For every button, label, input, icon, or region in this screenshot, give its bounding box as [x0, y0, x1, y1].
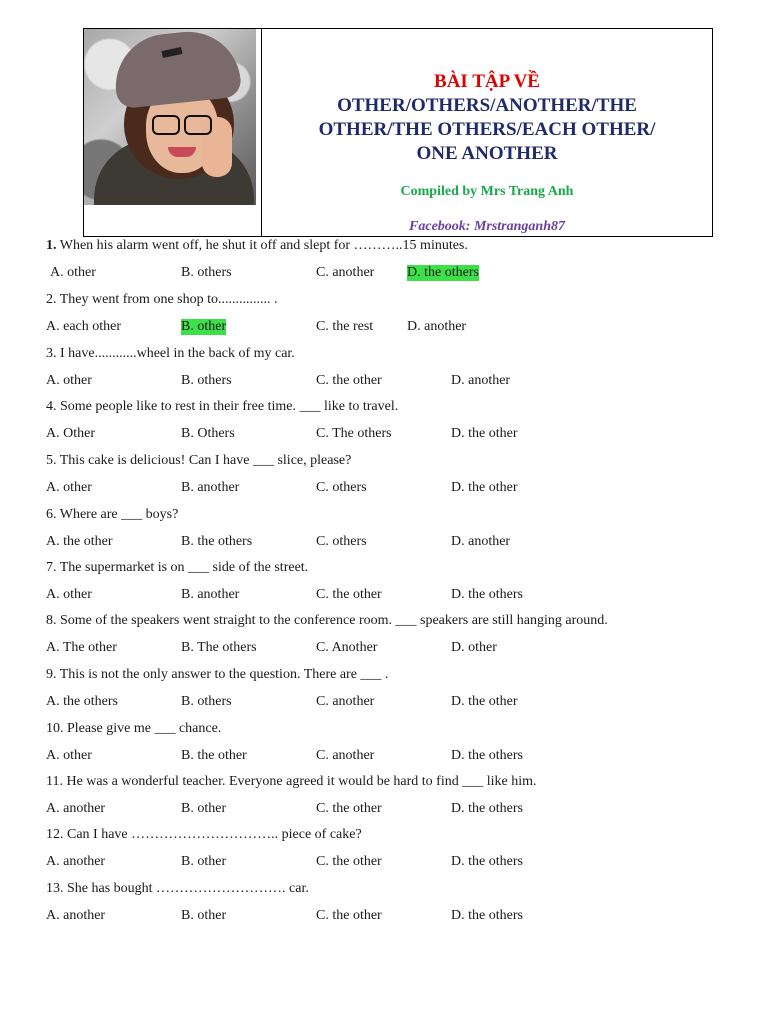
question-number: 10. [46, 721, 64, 736]
option-d: D. the others [451, 908, 523, 923]
option-b: B. other [181, 801, 227, 816]
option-a: A. another [46, 908, 106, 923]
question-3 [46, 346, 295, 362]
question-number: 8. [46, 613, 57, 628]
question-text: Can I have ………………………….. piece of cake? [63, 827, 362, 842]
question-2 [46, 292, 278, 308]
question-5 [46, 453, 351, 469]
option-b: B. others [181, 265, 232, 280]
option-d: D. the others [451, 748, 523, 763]
question-number: 7. [46, 560, 57, 575]
option-b: B. others [181, 373, 232, 388]
question-number: 4. [46, 399, 57, 414]
question-number: 1. [46, 238, 57, 253]
question-6 [46, 507, 178, 523]
option-c: C. the other [316, 908, 382, 923]
option-d: D. the others [451, 854, 523, 869]
option-a: A. another [46, 854, 106, 869]
title-line-3: ONE ANOTHER [416, 143, 558, 164]
option-c: C. the other [316, 373, 382, 388]
option-a: A. The other [46, 640, 117, 655]
photo-cell [84, 29, 262, 236]
option-c: C. the other [316, 587, 382, 602]
question-8 [46, 613, 608, 629]
option-a: A. other [46, 480, 92, 495]
question-11 [46, 774, 537, 790]
header-box [83, 28, 713, 237]
option-c: C. another [316, 694, 375, 709]
question-text: This is not the only answer to the question. There are ___ . [56, 667, 389, 682]
option-b: B. other [181, 854, 227, 869]
option-a: A. other [46, 748, 92, 763]
option-a: A. other [46, 587, 92, 602]
option-a: A. another [46, 801, 106, 816]
option-b: B. the other [181, 748, 247, 763]
option-d: D. the other [451, 480, 518, 495]
option-c: C. others [316, 534, 367, 549]
question-number: 5. [46, 453, 57, 468]
title-red: BÀI TẬP VỀ [434, 71, 540, 92]
question-1 [46, 238, 468, 254]
title-line-1: OTHER/OTHERS/ANOTHER/THE [337, 95, 637, 116]
question-text: Some people like to rest in their free time. ___ like to travel. [56, 399, 399, 414]
question-number: 2. [46, 292, 57, 307]
title-cell [262, 29, 712, 236]
option-b: B. other [181, 319, 227, 334]
option-a: A. other [50, 265, 96, 280]
option-c: C. others [316, 480, 367, 495]
question-text: Where are ___ boys? [56, 507, 179, 522]
option-d: D. the other [451, 694, 518, 709]
question-10 [46, 721, 221, 737]
question-7 [46, 560, 308, 576]
question-text: He was a wonderful teacher. Everyone agreed it would be hard to find ___ like him. [62, 774, 537, 789]
option-c: C. Another [316, 640, 378, 655]
option-a: A. Other [46, 426, 95, 441]
option-c: C. the other [316, 801, 382, 816]
option-d: D. the others [451, 801, 523, 816]
question-9 [46, 667, 388, 683]
option-b: B. Others [181, 426, 235, 441]
option-d: D. other [451, 640, 497, 655]
title-line-2: OTHER/THE OTHERS/EACH OTHER/ [318, 119, 656, 140]
question-text: Some of the speakers went straight to the conference room. ___ speakers are still hanging around. [56, 613, 608, 628]
option-d: D. another [451, 373, 511, 388]
option-a: A. other [46, 373, 92, 388]
option-b: B. another [181, 480, 240, 495]
option-b: B. another [181, 587, 240, 602]
compiled-by: Compiled by Mrs Trang Anh [400, 184, 574, 199]
author-photo [84, 29, 256, 205]
question-text: This cake is delicious! Can I have ___ slice, please? [56, 453, 352, 468]
option-b: B. The others [181, 640, 257, 655]
question-4 [46, 399, 398, 415]
option-d: D. another [407, 319, 467, 334]
question-text: She has bought ………………………. car. [63, 881, 309, 896]
option-d: D. the other [451, 426, 518, 441]
question-12 [46, 827, 362, 843]
option-d: D. the others [451, 587, 523, 602]
option-a: A. the other [46, 534, 113, 549]
question-text: When his alarm went off, he shut it off and slept for ………..15 minutes. [56, 238, 468, 253]
question-number: 3. [46, 346, 57, 361]
option-d: D. another [451, 534, 511, 549]
option-c: C. another [316, 748, 375, 763]
option-c: C. another [316, 265, 375, 280]
question-number: 13. [46, 881, 64, 896]
question-13 [46, 881, 309, 897]
option-c: C. the rest [316, 319, 374, 334]
facebook-handle: Facebook: Mrstranganh87 [409, 219, 565, 234]
option-a: A. each other [46, 319, 122, 334]
question-text: I have............wheel in the back of my car. [56, 346, 295, 361]
question-number: 6. [46, 507, 57, 522]
question-text: Please give me ___ chance. [63, 721, 222, 736]
option-a: A. the others [46, 694, 118, 709]
question-number: 12. [46, 827, 64, 842]
option-c: C. the other [316, 854, 382, 869]
option-b: B. others [181, 694, 232, 709]
option-b: B. the others [181, 534, 253, 549]
question-text: They went from one shop to............... . [56, 292, 278, 307]
option-b: B. other [181, 908, 227, 923]
question-number: 9. [46, 667, 57, 682]
question-text: The supermarket is on ___ side of the street. [56, 560, 309, 575]
option-d: D. the others [407, 265, 479, 280]
question-number: 11. [46, 774, 63, 789]
option-c: C. The others [316, 426, 392, 441]
